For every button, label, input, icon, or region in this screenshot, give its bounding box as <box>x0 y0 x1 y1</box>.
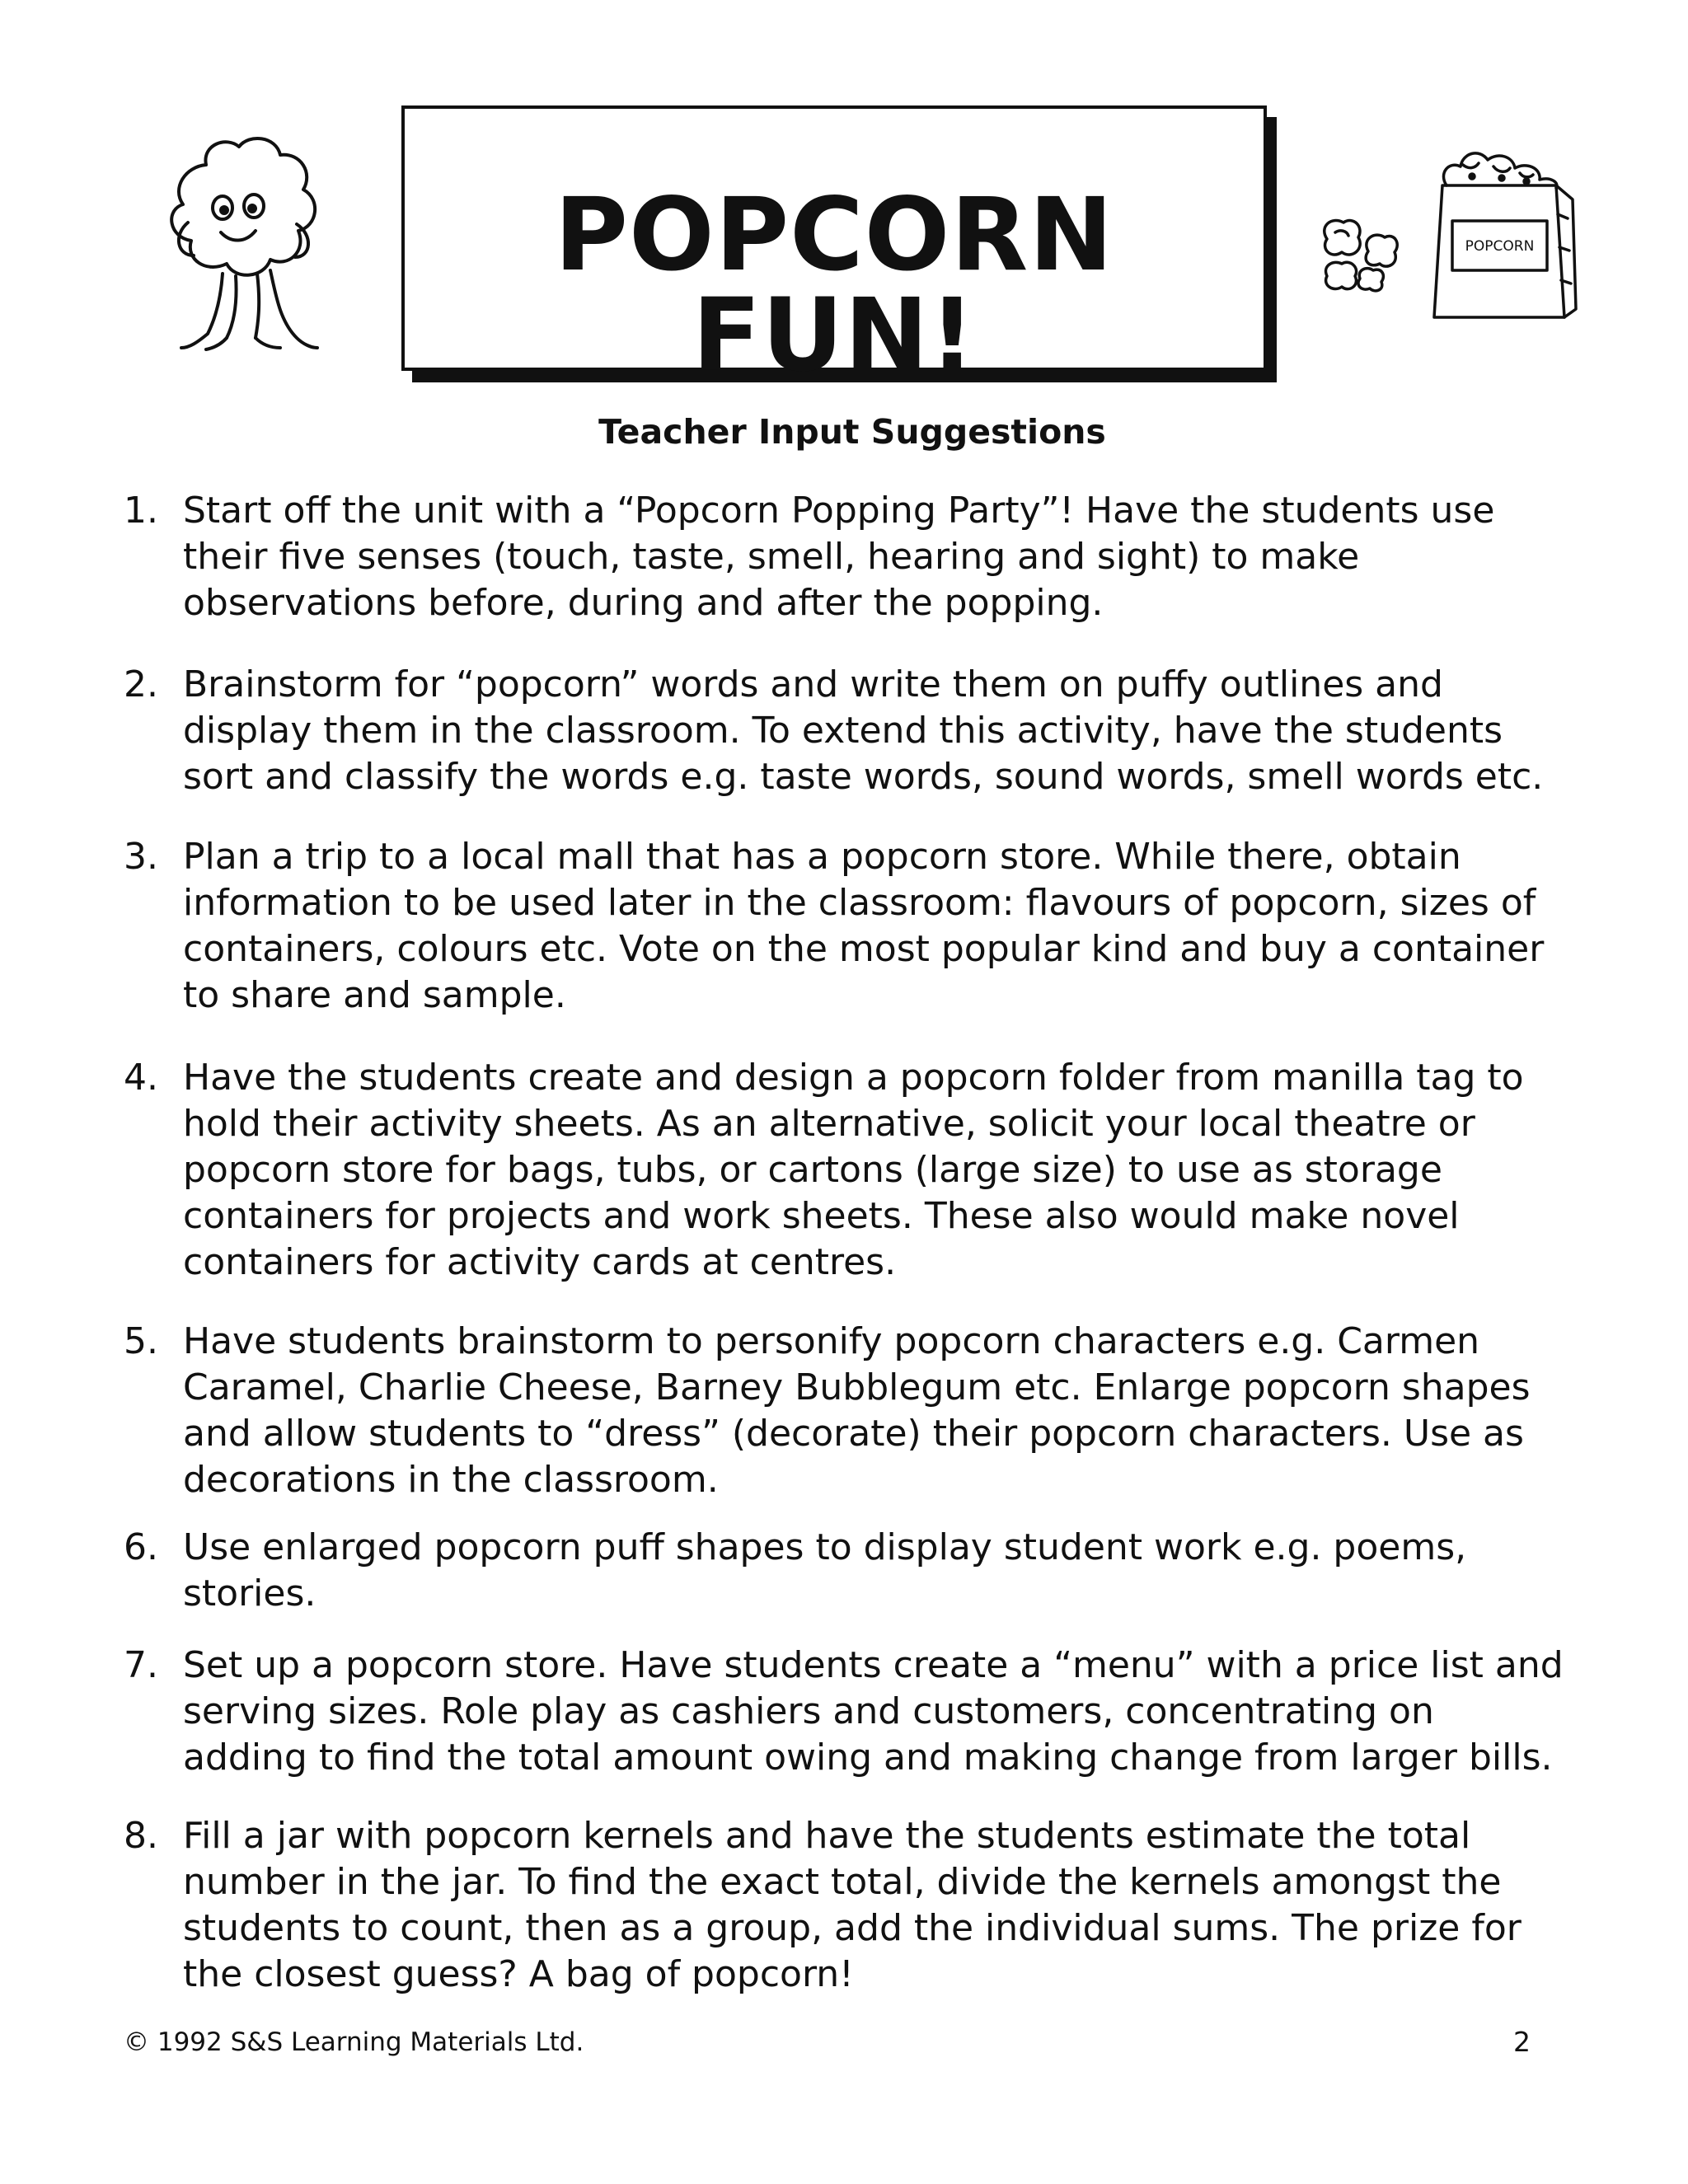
item-number: 7. <box>124 1644 158 1686</box>
item-number: 6. <box>124 1526 158 1568</box>
item-text: Have the students create and design a popcorn folder from manilla tag to hold their activity sheets. As an alternative, solicit your local theatre or popcorn store for bags, tubs, or cartons (large size) to use as storage containers for projects and work sheets. These also would make novel containers for activity cards at centres. <box>183 1057 1524 1283</box>
item-text: Fill a jar with popcorn kernels and have the students estimate the total number in the jar. To find the exact total, divide the kernels amongst the students to count, then as a group, add the individual sums. The prize for the closest guess? A bag of popcorn! <box>183 1815 1522 1995</box>
page-number: 2 <box>1513 2026 1531 2058</box>
page-title: POPCORN FUN! <box>554 176 1114 394</box>
subtitle: Teacher Input Suggestions <box>598 412 1106 452</box>
item-number: 4. <box>124 1057 158 1099</box>
item-number: 5. <box>124 1320 158 1362</box>
item-text: Brainstorm for “popcorn” words and write them on puffy outlines and display them in the classroom. To extend this activity, have the students sort and classify the words e.g. taste words, sound words, smell words etc. <box>183 663 1544 798</box>
item-number: 1. <box>124 490 158 532</box>
title-box <box>401 105 1267 394</box>
item-number: 2. <box>124 663 158 705</box>
item-text: Set up a popcorn store. Have students create a “menu” with a price list and serving sizes. Role play as cashiers and customers, concentrating on adding to find the total amount owing and making change from larger bills. <box>183 1644 1564 1779</box>
popcorn-bag-illustration <box>1311 140 1582 330</box>
bag-label: POPCORN <box>1465 238 1535 255</box>
popcorn-character-illustration <box>157 132 338 371</box>
item-text: Plan a trip to a local mall that has a popcorn store. While there, obtain information to be used later in the classroom: flavours of popcorn, sizes of containers, colours etc. Vote on the most popular kind and buy a container to share and sample. <box>183 836 1545 1016</box>
item-number: 8. <box>124 1815 158 1857</box>
item-text: Start off the unit with a “Popcorn Popping Party”! Have the students use their five senses (touch, taste, smell, hearing and sight) to make observations before, during and after the popping. <box>183 490 1495 624</box>
copyright-notice: © 1992 S&S Learning Materials Ltd. <box>124 2027 584 2057</box>
item-text: Use enlarged popcorn puff shapes to display student work e.g. poems, stories. <box>183 1526 1467 1615</box>
item-text: Have students brainstorm to personify popcorn characters e.g. Carmen Caramel, Charlie Cheese, Barney Bubblegum etc. Enlarge popcorn shapes and allow students to “dress” (decorate) their popcorn characters. Use as decorations in the classroom. <box>183 1320 1531 1501</box>
item-number: 3. <box>124 836 158 878</box>
title-box-shadow <box>1267 117 1277 382</box>
